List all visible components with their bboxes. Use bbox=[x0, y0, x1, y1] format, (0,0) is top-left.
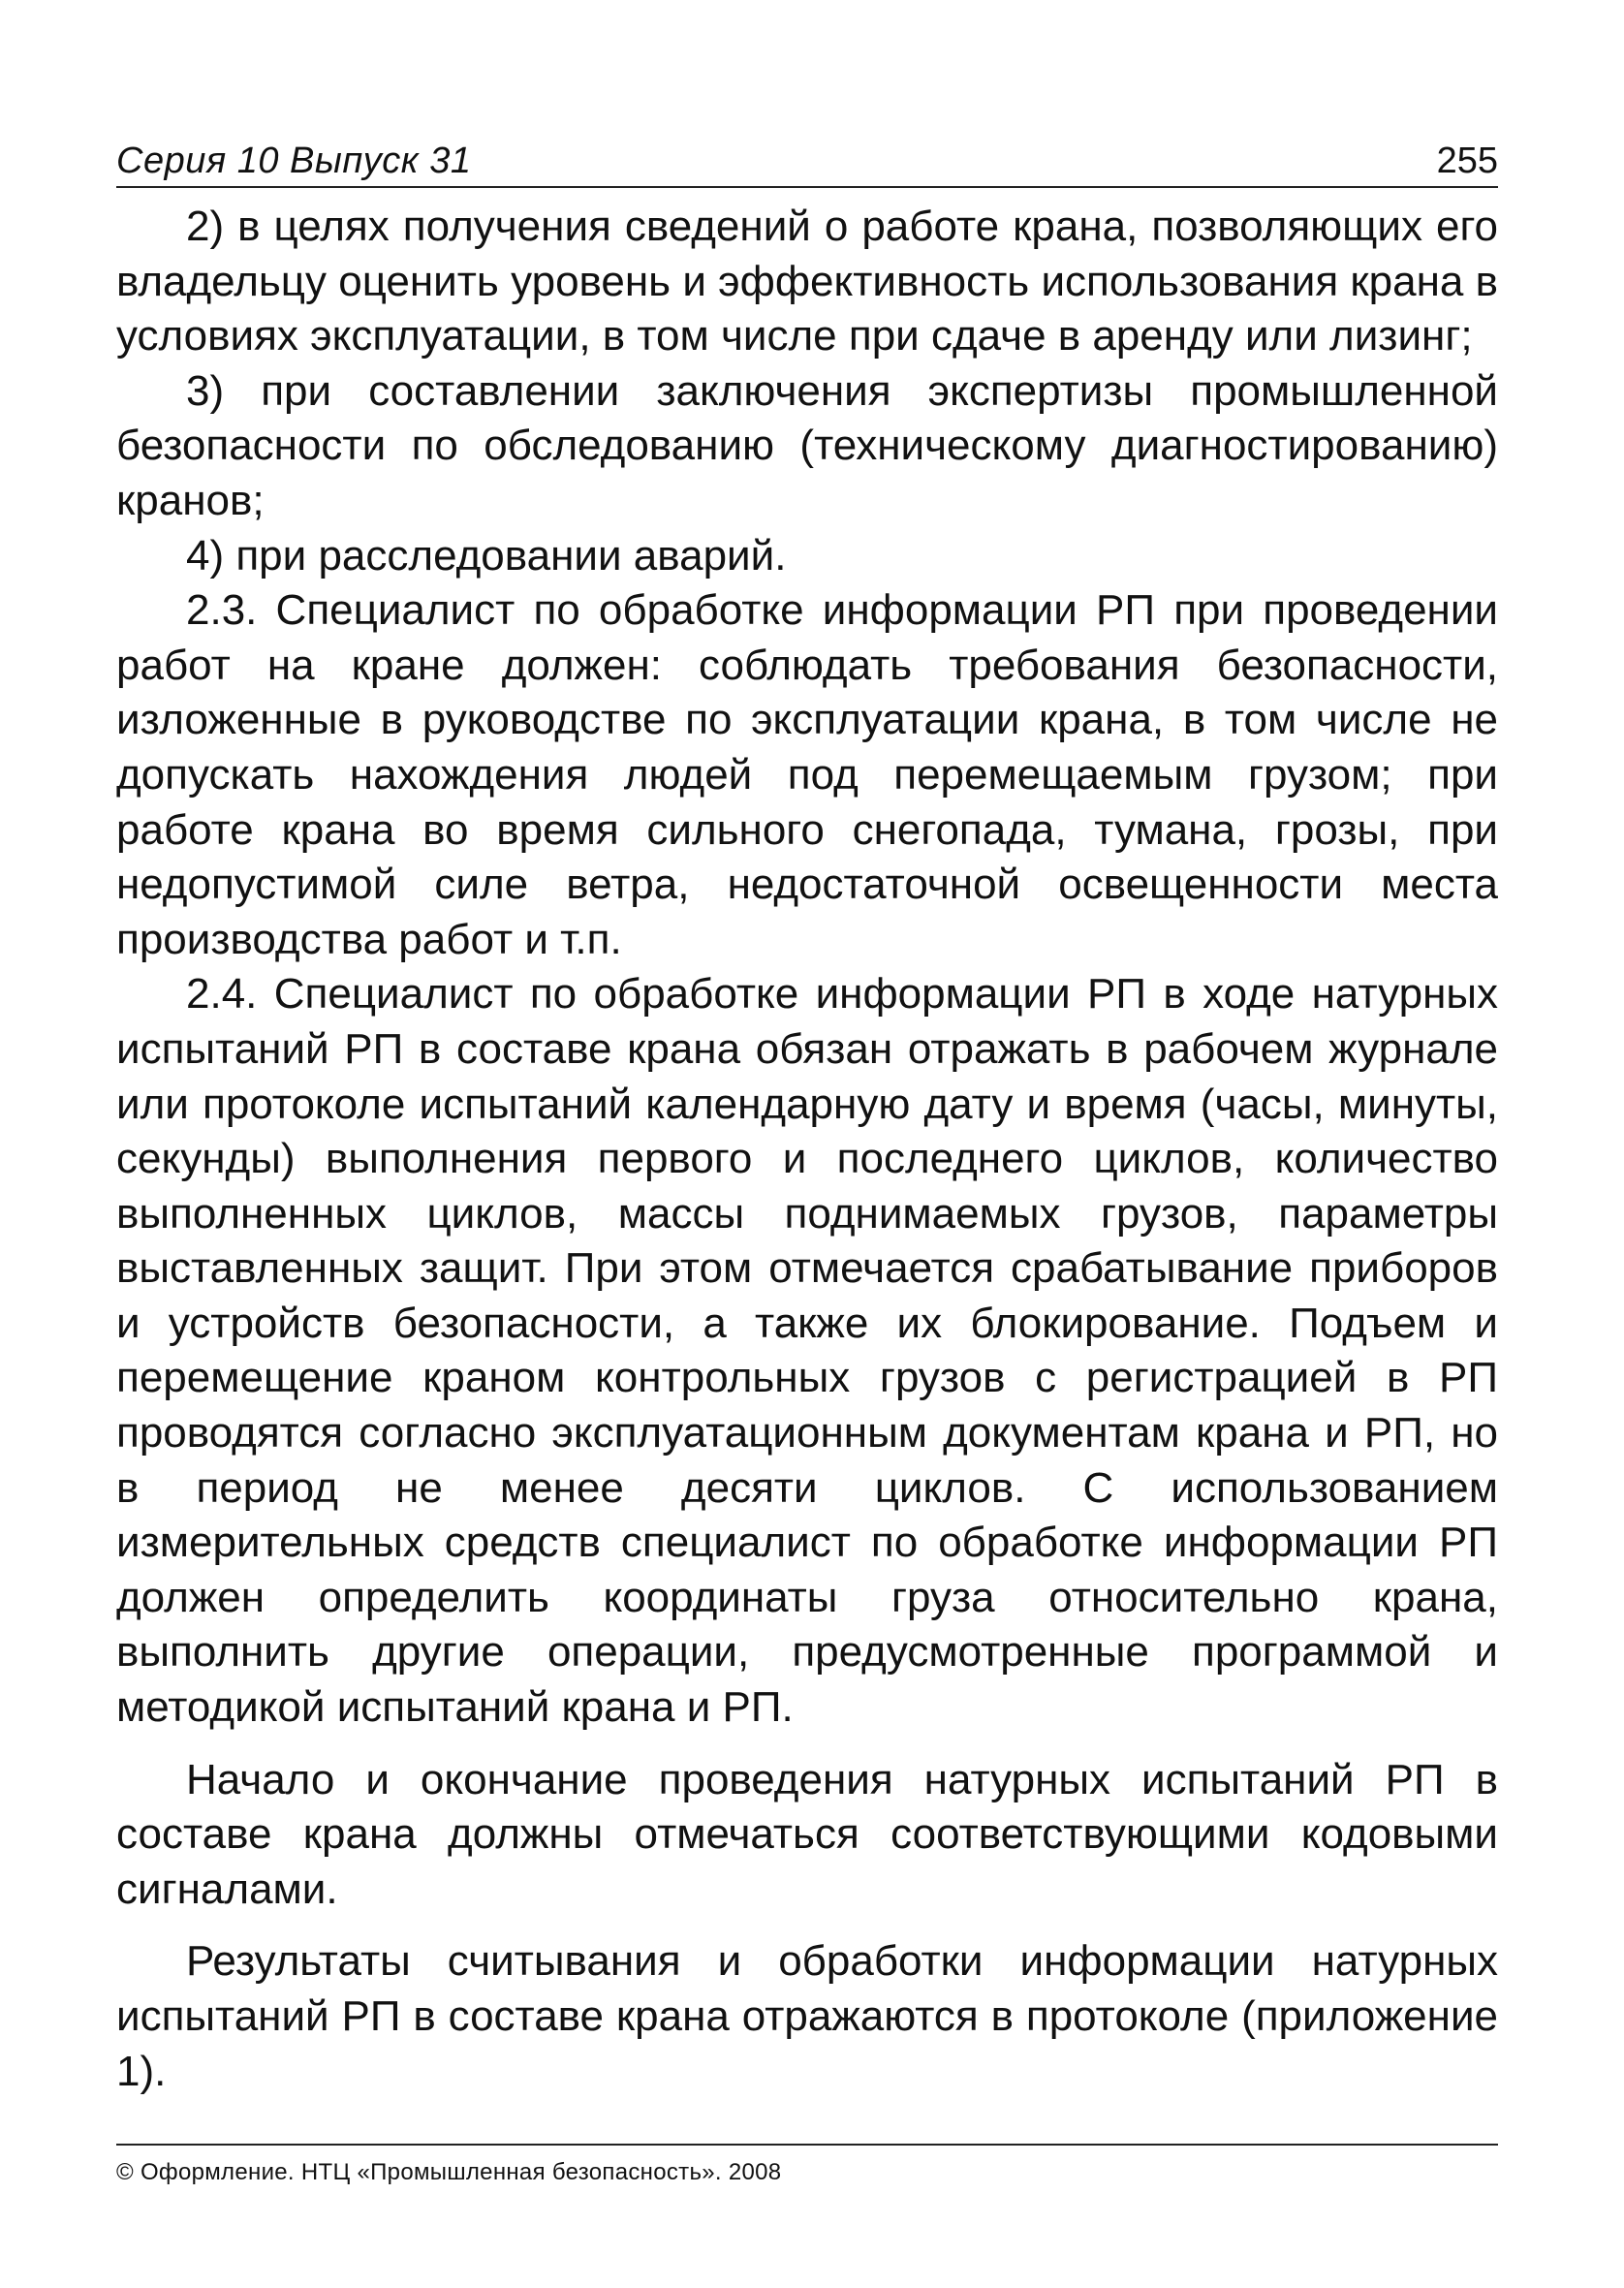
paragraph-2-4: 2.4. Специалист по обработке информации РП в ходе натурных испытаний РП в составе крана обязан отражать в рабочем журнале или протоколе испытаний календарную дату и время (часы, минуты, секунды) выполнения первого и последнего циклов, количество выполненных циклов, массы поднимаемых грузов, параметры выставленных защит. При этом отмечается срабатывание приборов и устройств безопасности, а также их блокирование. Подъем и перемещение краном контрольных грузов с регистрацией в РП проводятся согласно эксплуатационным документам крана и РП, но в период не менее десяти циклов. С использованием измерительных средств специалист по обработке информации РП должен определить координаты груза относительно крана, выполнить другие операции, предусмотренные программой и методикой испытаний крана и РП. bbox=[116, 970, 1498, 1732]
paragraph-start-end: Начало и окончание проведения натурных испытаний РП в составе крана должны отмечаться соответствующими кодовыми сигналами. bbox=[116, 1755, 1498, 1913]
document-page bbox=[116, 136, 1498, 2099]
series-title: Серия 10 Выпуск 31 bbox=[116, 141, 472, 181]
paragraph-item-4: 4) при расследовании аварий. bbox=[186, 531, 787, 580]
paragraph-item-2: 2) в целях получения сведений о работе крана, позволяющих его владельцу оценить уровень и эффективность использования крана в условиях эксплуатации, в том числе при сдаче в аренду или лизинг; bbox=[116, 203, 1498, 360]
copyright-notice: © Оформление. НТЦ «Промышленная безопасность». 2008 bbox=[116, 2159, 782, 2185]
page-number: 255 bbox=[1436, 141, 1498, 181]
paragraph-2-3: 2.3. Специалист по обработке информации РП при проведении работ на кране должен: соблюдать требования безопасности, изложенные в руководстве по эксплуатации крана, в том числе не допускать нахождения людей под перемещаемым грузом; при работе крана во время сильного снегопада, тумана, грозы, при недопустимой силе ветра, недостаточной освещенности места производства работ и т.п. bbox=[116, 586, 1498, 963]
paragraph-item-3: 3) при составлении заключения экспертизы промышленной безопасности по обследованию (техническому диагностированию) кранов; bbox=[116, 366, 1498, 524]
running-head bbox=[116, 136, 1498, 188]
body-text bbox=[116, 200, 1498, 2099]
page-footer bbox=[116, 2144, 1498, 2186]
paragraph-results: Результаты считывания и обработки информации натурных испытаний РП в составе крана отражаются в протоколе (приложение 1). bbox=[116, 1937, 1498, 2095]
